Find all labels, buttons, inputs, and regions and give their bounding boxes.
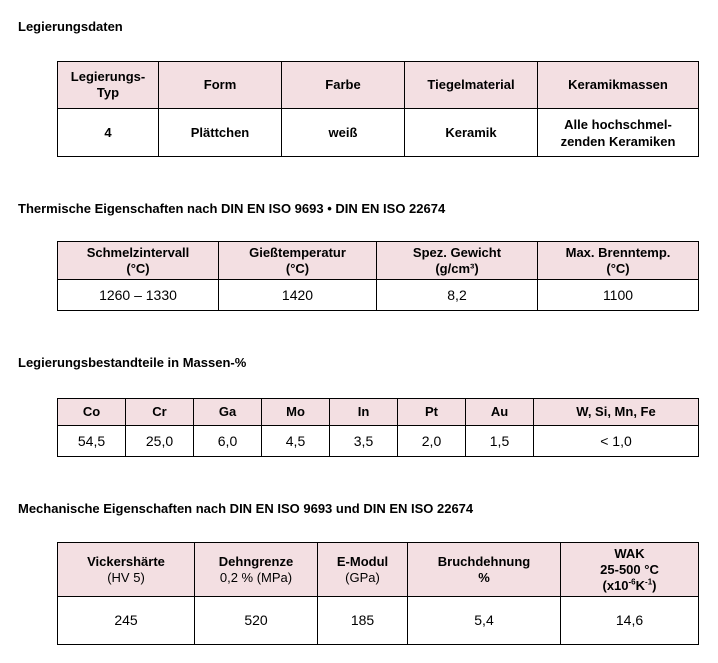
cell-spez-gewicht: 8,2 <box>377 280 538 311</box>
cell-w-si-mn-fe: < 1,0 <box>534 426 699 457</box>
header-co: Co <box>58 399 126 426</box>
cell-au: 1,5 <box>466 426 534 457</box>
cell-dehngrenze: 520 <box>195 597 318 645</box>
header-wak: WAK 25-500 °C $(x10^{-6}K^{-1})$ <box>561 543 699 597</box>
header-bruchdehnung: Bruchdehnung % <box>408 543 561 597</box>
cell-mo: 4,5 <box>262 426 330 457</box>
header-legierungs-typ: Legierungs- Typ <box>58 62 159 109</box>
header-farbe: Farbe <box>282 62 405 109</box>
cell-cr: 25,0 <box>126 426 194 457</box>
heading-legierungsbestandteile: Legierungsbestandteile in Massen-% <box>18 355 247 370</box>
table-legierungsdaten <box>57 61 699 157</box>
header-ga: Ga <box>194 399 262 426</box>
header-e-modul: E-Modul (GPa) <box>318 543 408 597</box>
header-max-brenntemp: Max. Brenntemp. (°C) <box>538 242 699 280</box>
cell-keramikmassen: Alle hochschmel- zenden Keramiken <box>538 109 699 157</box>
cell-typ: 4 <box>58 109 159 157</box>
cell-giesstemperatur: 1420 <box>219 280 377 311</box>
cell-ga: 6,0 <box>194 426 262 457</box>
cell-pt: 2,0 <box>398 426 466 457</box>
cell-max-brenntemp: 1100 <box>538 280 699 311</box>
header-cr: Cr <box>126 399 194 426</box>
header-schmelzintervall: Schmelzintervall (°C) <box>58 242 219 280</box>
cell-tiegelmaterial: Keramik <box>405 109 538 157</box>
cell-co: 54,5 <box>58 426 126 457</box>
cell-form: Plättchen <box>159 109 282 157</box>
header-w-si-mn-fe: W, Si, Mn, Fe <box>534 399 699 426</box>
table-thermische-eigenschaften <box>57 241 699 311</box>
cell-wak: 14,6 <box>561 597 699 645</box>
table-mechanische-eigenschaften <box>57 542 699 645</box>
header-in: In <box>330 399 398 426</box>
cell-vickershaerte: 245 <box>58 597 195 645</box>
header-tiegelmaterial: Tiegelmaterial <box>405 62 538 109</box>
header-giesstemperatur: Gießtemperatur (°C) <box>219 242 377 280</box>
header-vickershaerte: Vickershärte (HV 5) <box>58 543 195 597</box>
header-form: Form <box>159 62 282 109</box>
header-au: Au <box>466 399 534 426</box>
header-keramikmassen: Keramikmassen <box>538 62 699 109</box>
cell-bruchdehnung: 5,4 <box>408 597 561 645</box>
cell-farbe: weiß <box>282 109 405 157</box>
header-dehngrenze: Dehngrenze 0,2 % (MPa) <box>195 543 318 597</box>
header-mo: Mo <box>262 399 330 426</box>
cell-schmelzintervall: 1260 – 1330 <box>58 280 219 311</box>
table-legierungsbestandteile <box>57 398 699 457</box>
heading-thermische-eigenschaften: Thermische Eigenschaften nach DIN EN ISO 9693 • DIN EN ISO 22674 <box>18 201 446 216</box>
heading-legierungsdaten: Legierungsdaten <box>18 19 123 34</box>
cell-e-modul: 185 <box>318 597 408 645</box>
cell-in: 3,5 <box>330 426 398 457</box>
header-pt: Pt <box>398 399 466 426</box>
heading-mechanische-eigenschaften: Mechanische Eigenschaften nach DIN EN ISO 9693 und DIN EN ISO 22674 <box>18 501 474 516</box>
header-spez-gewicht: Spez. Gewicht (g/cm³) <box>377 242 538 280</box>
